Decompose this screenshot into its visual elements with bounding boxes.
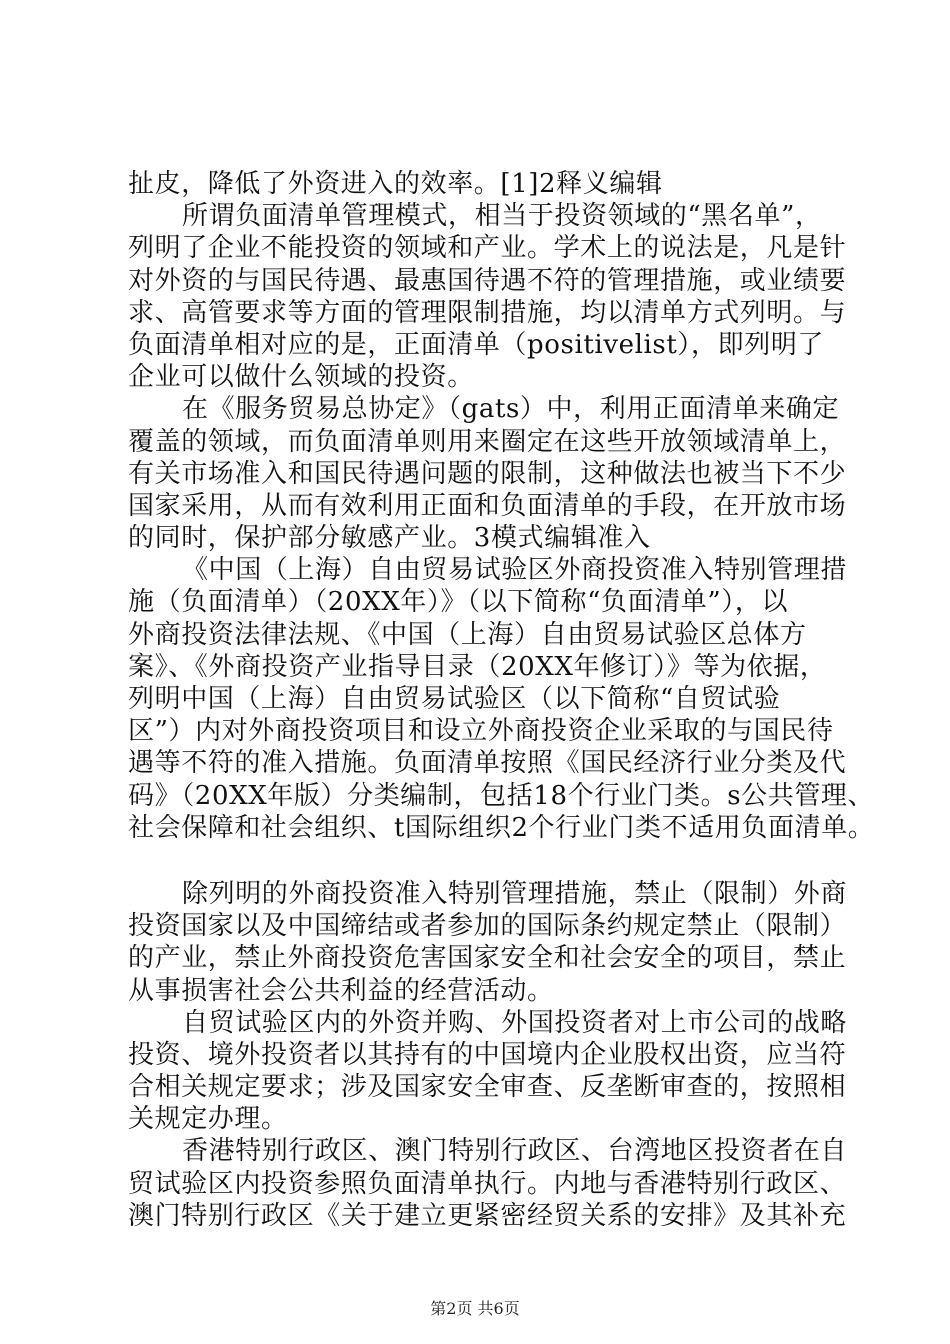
paragraph-gap [128, 844, 848, 878]
text-line: 案》、《外商投资产业指导目录（20XX年修订）》等为依据， [128, 651, 827, 682]
text-line: 企业可以做什么领域的投资。 [128, 362, 474, 393]
text-line: 关规定办理。 [128, 1104, 288, 1135]
text-line: 贸试验区内投资参照负面清单执行。内地与香港特别行政区、 [128, 1168, 847, 1199]
paragraph-start-line: 在《服务贸易总协定》（gats）中，利用正面清单来确定 [182, 394, 840, 425]
text-line: 列明中国（上海）自由贸易试验区（以下简称“自贸试验 [128, 684, 781, 714]
text-line: 外商投资法律法规、《中国（上海）自由贸易试验区总体方 [128, 619, 807, 650]
text-line: 社会保障和社会组织、t国际组织2个行业门类不适用负面清单。 [128, 812, 875, 843]
page-number-footer: 第2页 共6页 [430, 1299, 520, 1318]
paragraph-start-line: 《中国（上海）自由贸易试验区外商投资准入特别管理措 [182, 555, 848, 586]
text-line: 的同时，保护部分敏感产业。3模式编辑准入 [128, 523, 651, 554]
text-line: 合相关规定要求；涉及国家安全审查、反垄断审查的，按照相 [128, 1072, 847, 1103]
text-line: 求、高管要求等方面的管理限制措施，均以清单方式列明。与 [128, 297, 847, 328]
text-line: 区”）内对外商投资项目和设立外商投资企业采取的与国民待 [128, 716, 834, 747]
text-line: 列明了企业不能投资的领域和产业。学术上的说法是，凡是针 [128, 233, 847, 264]
text-line: 遇等不符的准入措施。负面清单按照《国民经济行业分类及代 [128, 748, 847, 779]
text-line: 覆盖的领域，而负面清单则用来圈定在这些开放领域清单上， [128, 426, 847, 457]
text-line: 澳门特别行政区《关于建立更紧密经贸关系的安排》及其补充 [128, 1200, 847, 1231]
document-body [128, 168, 875, 1232]
paragraph-start-line: 所谓负面清单管理模式，相当于投资领域的“黑名单”， [182, 201, 822, 232]
text-line: 扯皮，降低了外资进入的效率。[1]2释义编辑 [128, 169, 663, 199]
paragraph-start-line: 自贸试验区内的外资并购、外国投资者对上市公司的战略 [182, 1007, 848, 1038]
paragraph-start-line: 除列明的外商投资准入特别管理措施，禁止（限制）外商 [182, 878, 848, 909]
text-line: 码》（20XX年版）分类编制，包括18个行业门类。s公共管理、 [128, 780, 875, 811]
text-line: 的产业，禁止外商投资危害国家安全和社会安全的项目，禁止 [128, 943, 847, 974]
text-line: 负面清单相对应的是，正面清单（positivelist），即列明了 [128, 329, 825, 360]
text-line: 施（负面清单）（20XX年）》（以下简称“负面清单”），以 [128, 587, 789, 618]
text-line: 国家采用，从而有效利用正面和负面清单的手段，在开放市场 [128, 490, 847, 521]
paragraph-start-line: 香港特别行政区、澳门特别行政区、台湾地区投资者在自 [182, 1136, 848, 1167]
text-line: 投资、境外投资者以其持有的中国境内企业股权出资，应当符 [128, 1039, 847, 1070]
text-line: 从事损害社会公共利益的经营活动。 [128, 975, 554, 1006]
text-line: 对外资的与国民待遇、最惠国待遇不符的管理措施，或业绩要 [128, 265, 847, 296]
text-line: 有关市场准入和国民待遇问题的限制，这种做法也被当下不少 [128, 458, 847, 489]
text-line: 投资国家以及中国缔结或者参加的国际条约规定禁止（限制） [128, 911, 847, 942]
